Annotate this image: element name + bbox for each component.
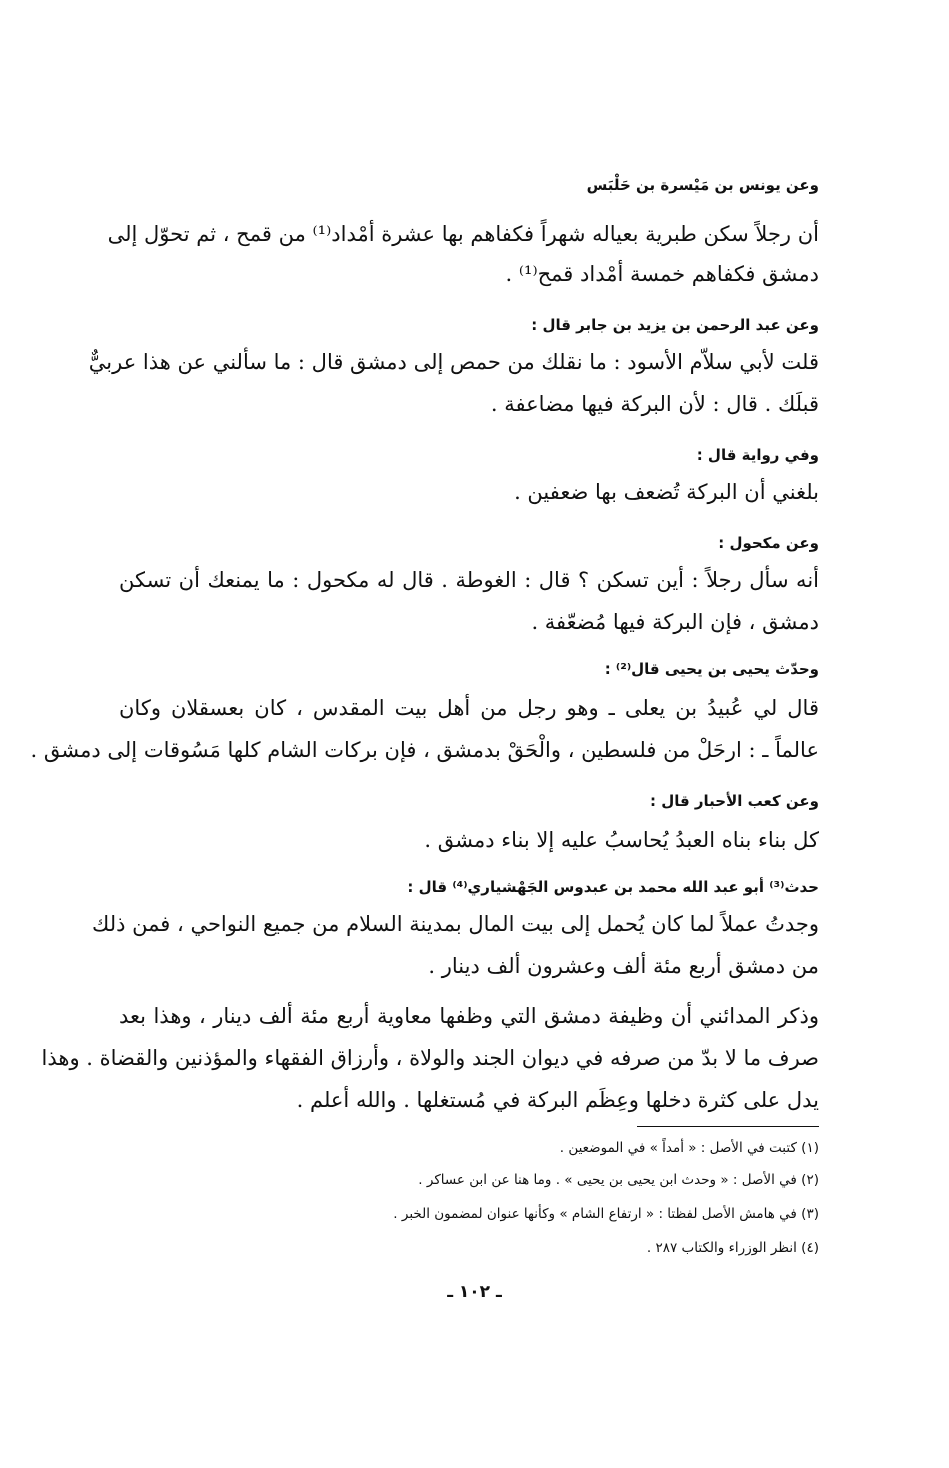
footnote: (١) كتبت في الأصل : « أمداً » في الموضعين . [559, 1140, 819, 1156]
section-heading: وعن كعب الأحبار قال : [649, 792, 819, 810]
body-line: بلغني أن البركة تُضعف بها ضعفين . [514, 480, 819, 504]
footnote: (٤) انظر الوزراء والكتاب ٢٨٧ . [646, 1240, 819, 1256]
section-heading: وعن مكحول : [718, 534, 819, 552]
body-line: أن رجلاً سكن طبرية بعياله شهراً فكفاهم بها عشرة أمْداد⁽¹⁾ من قمح ، ثم تحوّل إلى [107, 222, 819, 246]
footnote: (٣) في هامش الأصل لفظتا : « ارتفاع الشام » وكأنها عنوان لمضمون الخبر . [393, 1206, 819, 1222]
body-line: وذكر المدائني أن وظيفة دمشق التي وظفها معاوية أربع مئة ألف دينار ، وهذا بعد [119, 1004, 819, 1028]
body-line: دمشق ، فإن البركة فيها مُضعّفة . [531, 610, 819, 634]
body-line: عالماً ـ : ارحَلْ من فلسطين ، والْحَقْ بدمشق ، فإن بركات الشام كلها مَسُوقات إلى دمشق . [30, 738, 819, 762]
body-line: قال لي عُبيدُ بن يعلى ـ وهو رجل من أهل بيت المقدس ، كان بعسقلان وكان [119, 696, 819, 720]
body-line: كل بناء بناه العبدُ يُحاسبُ عليه إلا بناء دمشق . [424, 828, 819, 852]
body-line: صرف ما لا بدّ من صرفه في ديوان الجند والولاة ، وأرزاق الفقهاء والمؤذنين والقضاة . وهذا [41, 1046, 819, 1070]
body-line: قبلَك . قال : لأن البركة فيها مضاعفة . [490, 392, 819, 416]
body-line: قلت لأبي سلاّم الأسود : ما نقلك من حمص إلى دمشق قال : ما سألني عن هذا عربيٌّ [88, 350, 819, 374]
body-line: دمشق فكفاهم خمسة أمْداد قمح⁽¹⁾ . [505, 262, 819, 286]
section-heading: وفي رواية قال : [696, 446, 819, 464]
body-line: من دمشق أربع مئة ألف وعشرون ألف دينار . [428, 954, 819, 978]
footnote: (٢) في الأصل : « وحدث ابن يحيى بن يحيى » . وما هنا عن ابن عساكر . [418, 1172, 819, 1188]
section-heading: وعن يونس بن مَيْسرة بن حَلْبَس [586, 176, 819, 194]
section-heading: حدث⁽³⁾ أبو عبد الله محمد بن عبدوس الجَهْشياري⁽⁴⁾ قال : [407, 878, 819, 896]
footnote-rule [637, 1126, 819, 1127]
section-heading: وعن عبد الرحمن بن يزيد بن جابر قال : [531, 316, 819, 334]
section-heading: وحدّث يحيى بن يحيى قال⁽²⁾ : [604, 660, 819, 678]
body-line: أنه سأل رجلاً : أين تسكن ؟ قال : الغوطة . قال له مكحول : ما يمنعك أن تسكن [119, 568, 819, 592]
body-line: وجدتُ عملاً لما كان يُحمل إلى بيت المال بمدينة السلام من جميع النواحي ، فمن ذلك [92, 912, 819, 936]
body-line: يدل على كثرة دخلها وعِظَم البركة في مُستغلها . والله أعلم . [296, 1088, 819, 1112]
page-number: ـ ١٠٢ ـ [447, 1282, 502, 1302]
